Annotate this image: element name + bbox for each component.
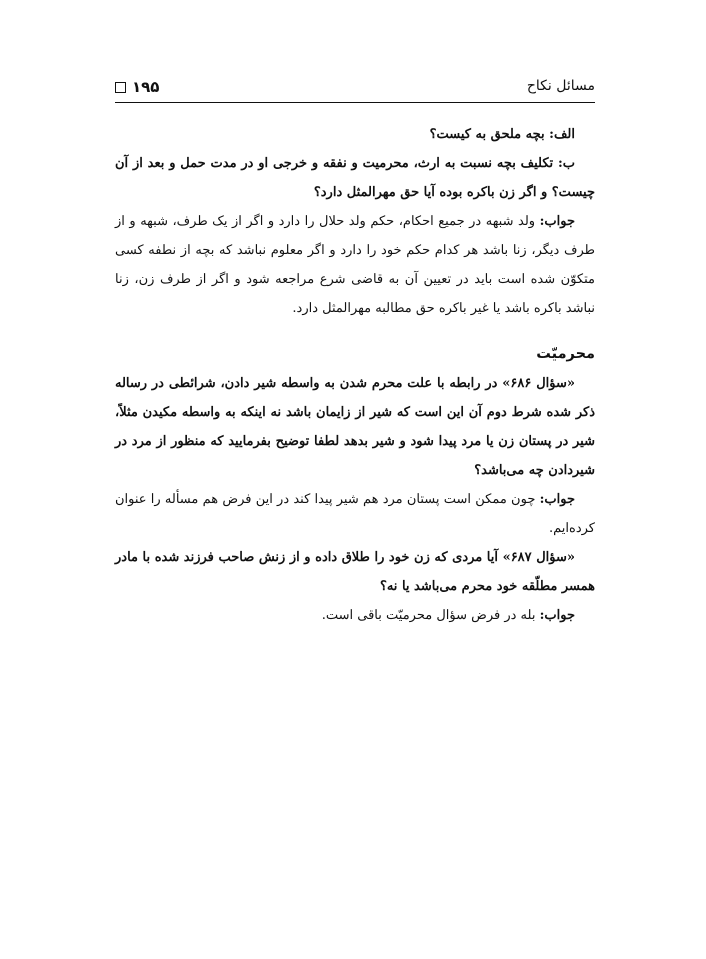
answer-label: جواب:: [539, 492, 575, 507]
question-number: «سؤال ۶۸۷»: [502, 550, 575, 565]
question-text: آیا مردی که زن خود را طلاق داده و از زنش صاحب فرزند شده با مادر همسر مطلّقه خود محرم می‌باشد یا نه؟: [115, 550, 595, 594]
question-a: الف: بچه ملحق به کیست؟: [429, 127, 575, 142]
section-heading: محرمیّت: [536, 346, 595, 362]
answer-1: [115, 207, 595, 323]
answer-text: ولد شبهه در جمیع احکام، حکم ولد حلال را دارد و اگر از یک طرف، شبهه و از طرف دیگر، زنا باشد هر کدام حکم خود را دارد و اگر معلوم نباشد که بچه از نطفه کسی متکوّن شده است باید در تعیین آن به قاضی شرع مراجعه شود و اگر از طرف زن، زنا نباشد باکره باشد یا غیر باکره حق مطالبه مهرالمثل دارد.: [115, 214, 595, 316]
page-header: [115, 78, 595, 98]
page-body: [115, 120, 595, 630]
answer-label: جواب:: [539, 214, 575, 229]
question-687: [115, 543, 595, 601]
answer-text: چون ممکن است پستان مرد هم شیر پیدا کند در این فرض هم مسأله را عنوان کرده‌ایم.: [115, 492, 595, 536]
question-b: ب: تکلیف بچه نسبت به ارث، محرمیت و نفقه و خرجی او در مدت حمل و بعد از آن چیست؟ و اگر زن باکره بوده آیا حق مهرالمثل دارد؟: [115, 156, 595, 200]
square-box-icon: [115, 82, 126, 93]
header-rule: [115, 102, 595, 103]
question-686: [115, 369, 595, 485]
running-title: مسائل نکاح: [526, 78, 595, 94]
answer-3: [115, 601, 595, 630]
question-number: «سؤال ۶۸۶»: [502, 376, 575, 391]
spacer: [115, 323, 595, 339]
answer-label: جواب:: [539, 608, 575, 623]
answer-2: [115, 485, 595, 543]
page-number: [115, 78, 159, 96]
page-number-text: ۱۹۵: [132, 78, 160, 96]
answer-text: بله در فرض سؤال محرمیّت باقی است.: [321, 608, 540, 623]
question-text: در رابطه با علت محرم شدن به واسطه شیر دادن، شرائطی در رساله ذکر شده شرط دوم آن این است که شیر از زایمان باشد نه اینکه به واسطه مکیدن مثلاً، شیر در پستان زن یا مرد پیدا شود و شیر بدهد لطفا توضیح بفرمایید که منظور از مرد در شیردادن چه می‌باشد؟: [115, 376, 595, 478]
